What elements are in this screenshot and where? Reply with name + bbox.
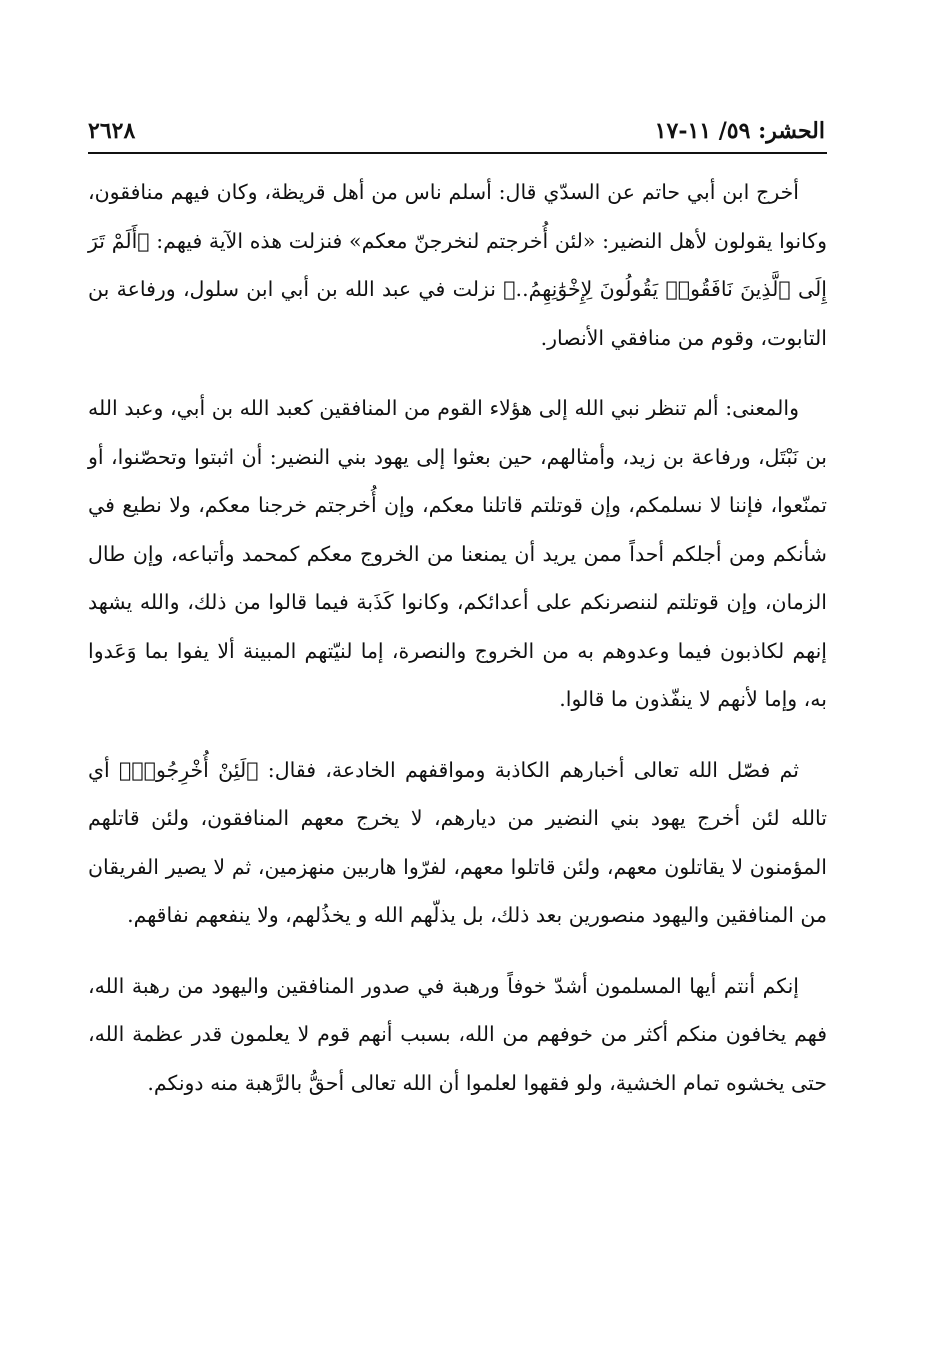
running-title: الحشر: ٥٩/ ١١-١٧	[654, 118, 825, 144]
paragraph-explanation: ثم فصّل الله تعالى أخبارهم الكاذبة ومواقفهم الخادعة، فقال: ﴿لَئِنْ أُخْرِجُوا۟﴾ أي تالله لئن أخرج يهود بني النضير من ديارهم، لا يخرج معهم المنافقون، ولئن قاتلهم المؤمنون لا يقاتلون معهم، ولئن قاتلوا معهم، لفرّوا هاربين منهزمين، ثم لا يصير الفريقان من المنافقين واليهود منصورين بعد ذلك، بل يذلّهم الله و يخذُلهم، ولا ينفعهم نفاقهم.	[88, 757, 827, 927]
header-rule	[88, 152, 827, 154]
paragraph-meaning: والمعنى: ألم تنظر نبي الله إلى هؤلاء القوم من المنافقين كعبد الله بن أبي، وعبد الله بن نَبْتَل، ورفاعة بن زيد، وأمثالهم، حين بعثوا إلى يهود بني النضير: أن اثبتوا وتحصّنوا، أو تمنّعوا، فإننا لا نسلمكم، وإن قوتلتم قاتلنا معكم، وإن أُخرجتم خرجنا معكم، ولا نطيع في شأنكم ومن أجلكم أحداً ممن يريد أن يمنعنا من الخروج معكم كمحمد وأتباعه، وإن طال الزمان، وإن قوتلتم لننصرنكم على أعدائكم، وكانوا كَذَبة فيما قالوا من ذلك، والله يشهد إنهم لكاذبون فيما وعدوهم به من الخروج والنصرة، إما لنيّتهم المبينة ألا يفوا بما وَعَدوا به، وإما لأنهم لا ينفّذون ما قالوا.	[88, 396, 827, 711]
paragraph-fear: إنكم أنتم أيها المسلمون أشدّ خوفاً ورهبة في صدور المنافقين واليهود من رهبة الله، فهم يخافون منكم أكثر من خوفهم من الله، بسبب أنهم قوم لا يعلمون قدر عظمة الله، حتى يخشوه تمام الخشية، ولو فقهوا لعلموا أن الله تعالى أحقُّ بالرَّهبة منه دونكم.	[88, 973, 827, 1095]
page-body	[88, 168, 827, 1127]
paragraph-occasion-of-revelation: أخرج ابن أبي حاتم عن السدّي قال: أسلم ناس من أهل قريظة، وكان فيهم منافقون، وكانوا يقولون لأهل النضير: «لئن أُخرجتم لنخرجنّ معكم» فنزلت هذه الآية فيهم: ﴿أَلَمْ تَرَ إِلَى ٱلَّذِينَ نَافَقُوا۟ يَقُولُونَ لِإِخْوَٰنِهِمُ..﴾ نزلت في عبد الله بن أبي ابن سلول، ورفاعة بن التابوت، وقوم من منافقي الأنصار.	[88, 180, 827, 350]
page-number: ٢٦٢٨	[88, 118, 136, 144]
page-header	[88, 112, 825, 154]
